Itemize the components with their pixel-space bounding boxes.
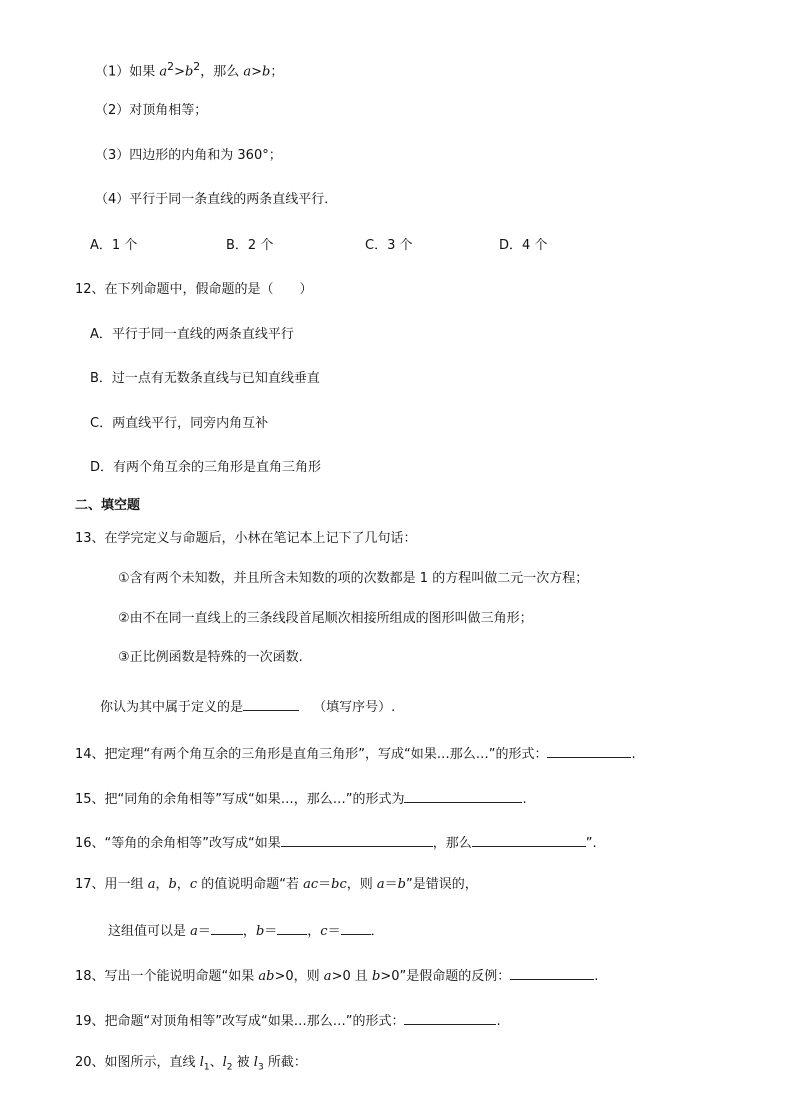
q19-text: 19、把命题“对顶角相等”改写成“如果…那么…”的形式： .	[75, 1010, 501, 1031]
q11-statement-3: （3）四边形的内角和为 360°；	[95, 148, 282, 163]
q19-answer-blank[interactable]	[404, 1010, 496, 1025]
q13-item-3: ③正比例函数是特殊的一次函数.	[118, 650, 303, 665]
q11-statement-2: （2）对顶角相等；	[95, 103, 208, 118]
q14-answer-blank[interactable]	[547, 743, 631, 758]
q12-option-d[interactable]: D．有两个角互余的三角形是直角三角形	[90, 460, 322, 475]
q13-item-2: ②由不在同一直线上的三条线段首尾顺次相接所组成的图形叫做三角形；	[118, 611, 533, 626]
q13-stem: 13、在学完定义与命题后，小林在笔记本上记下了几句话：	[75, 531, 417, 546]
q12-option-a[interactable]: A．平行于同一直线的两条直线平行	[90, 327, 294, 342]
q14-text: 14、把定理“有两个角互余的三角形是直角三角形”，写成“如果…那么…”的形式： .	[75, 743, 636, 764]
q13-question: 你认为其中属于定义的是 （填写序号）.	[100, 696, 395, 717]
q17-text: 17、用一组 a，b，c 的值说明命题“若 ac＝bc，则 a＝b”是错误的，	[75, 877, 478, 892]
q16-then-blank[interactable]	[472, 832, 586, 847]
q11-option-d[interactable]: D．4 个	[499, 238, 548, 253]
q12-option-b[interactable]: B．过一点有无数条直线与已知直线垂直	[90, 371, 320, 386]
q17-values-line: 这组值可以是 a＝ ，b＝ ，c＝ ．	[108, 920, 384, 941]
q16-text: 16、“等角的余角相等”改写成“如果 ，那么 ”.	[75, 832, 597, 853]
q11-option-a[interactable]: A．1 个	[90, 238, 138, 253]
q13-answer-blank[interactable]	[243, 696, 299, 711]
q12-stem: 12、在下列命题中，假命题的是（ ）	[75, 282, 313, 297]
q11-option-c[interactable]: C．3 个	[365, 238, 413, 253]
q20-text: 20、如图所示，直线 $l_1$、$l_2$ 被 $l_3$ 所截：	[75, 1055, 307, 1073]
q18-answer-blank[interactable]	[510, 965, 594, 980]
q11-statement-1: （1）如果 $a^2>b^2$，那么 a>b；	[95, 60, 284, 80]
q16-if-blank[interactable]	[281, 832, 433, 847]
q15-answer-blank[interactable]	[404, 788, 522, 803]
q17-b-blank[interactable]	[277, 920, 307, 935]
q15-text: 15、把“同角的余角相等”写成“如果…，那么…”的形式为 .	[75, 788, 527, 809]
q18-text: 18、写出一个能说明命题“如果 ab>0，则 a>0 且 b>0”是假命题的反例： .	[75, 965, 598, 986]
q11-option-b[interactable]: B．2 个	[226, 238, 274, 253]
q13-item-1: ①含有两个未知数，并且所含未知数的项的次数都是 1 的方程叫做二元一次方程；	[118, 571, 589, 586]
q17-c-blank[interactable]	[341, 920, 371, 935]
section-heading-fill-in: 二、填空题	[75, 498, 141, 513]
q11-statement-4: （4）平行于同一条直线的两条直线平行．	[95, 192, 338, 207]
q12-option-c[interactable]: C．两直线平行，同旁内角互补	[90, 416, 269, 431]
q17-a-blank[interactable]	[211, 920, 243, 935]
